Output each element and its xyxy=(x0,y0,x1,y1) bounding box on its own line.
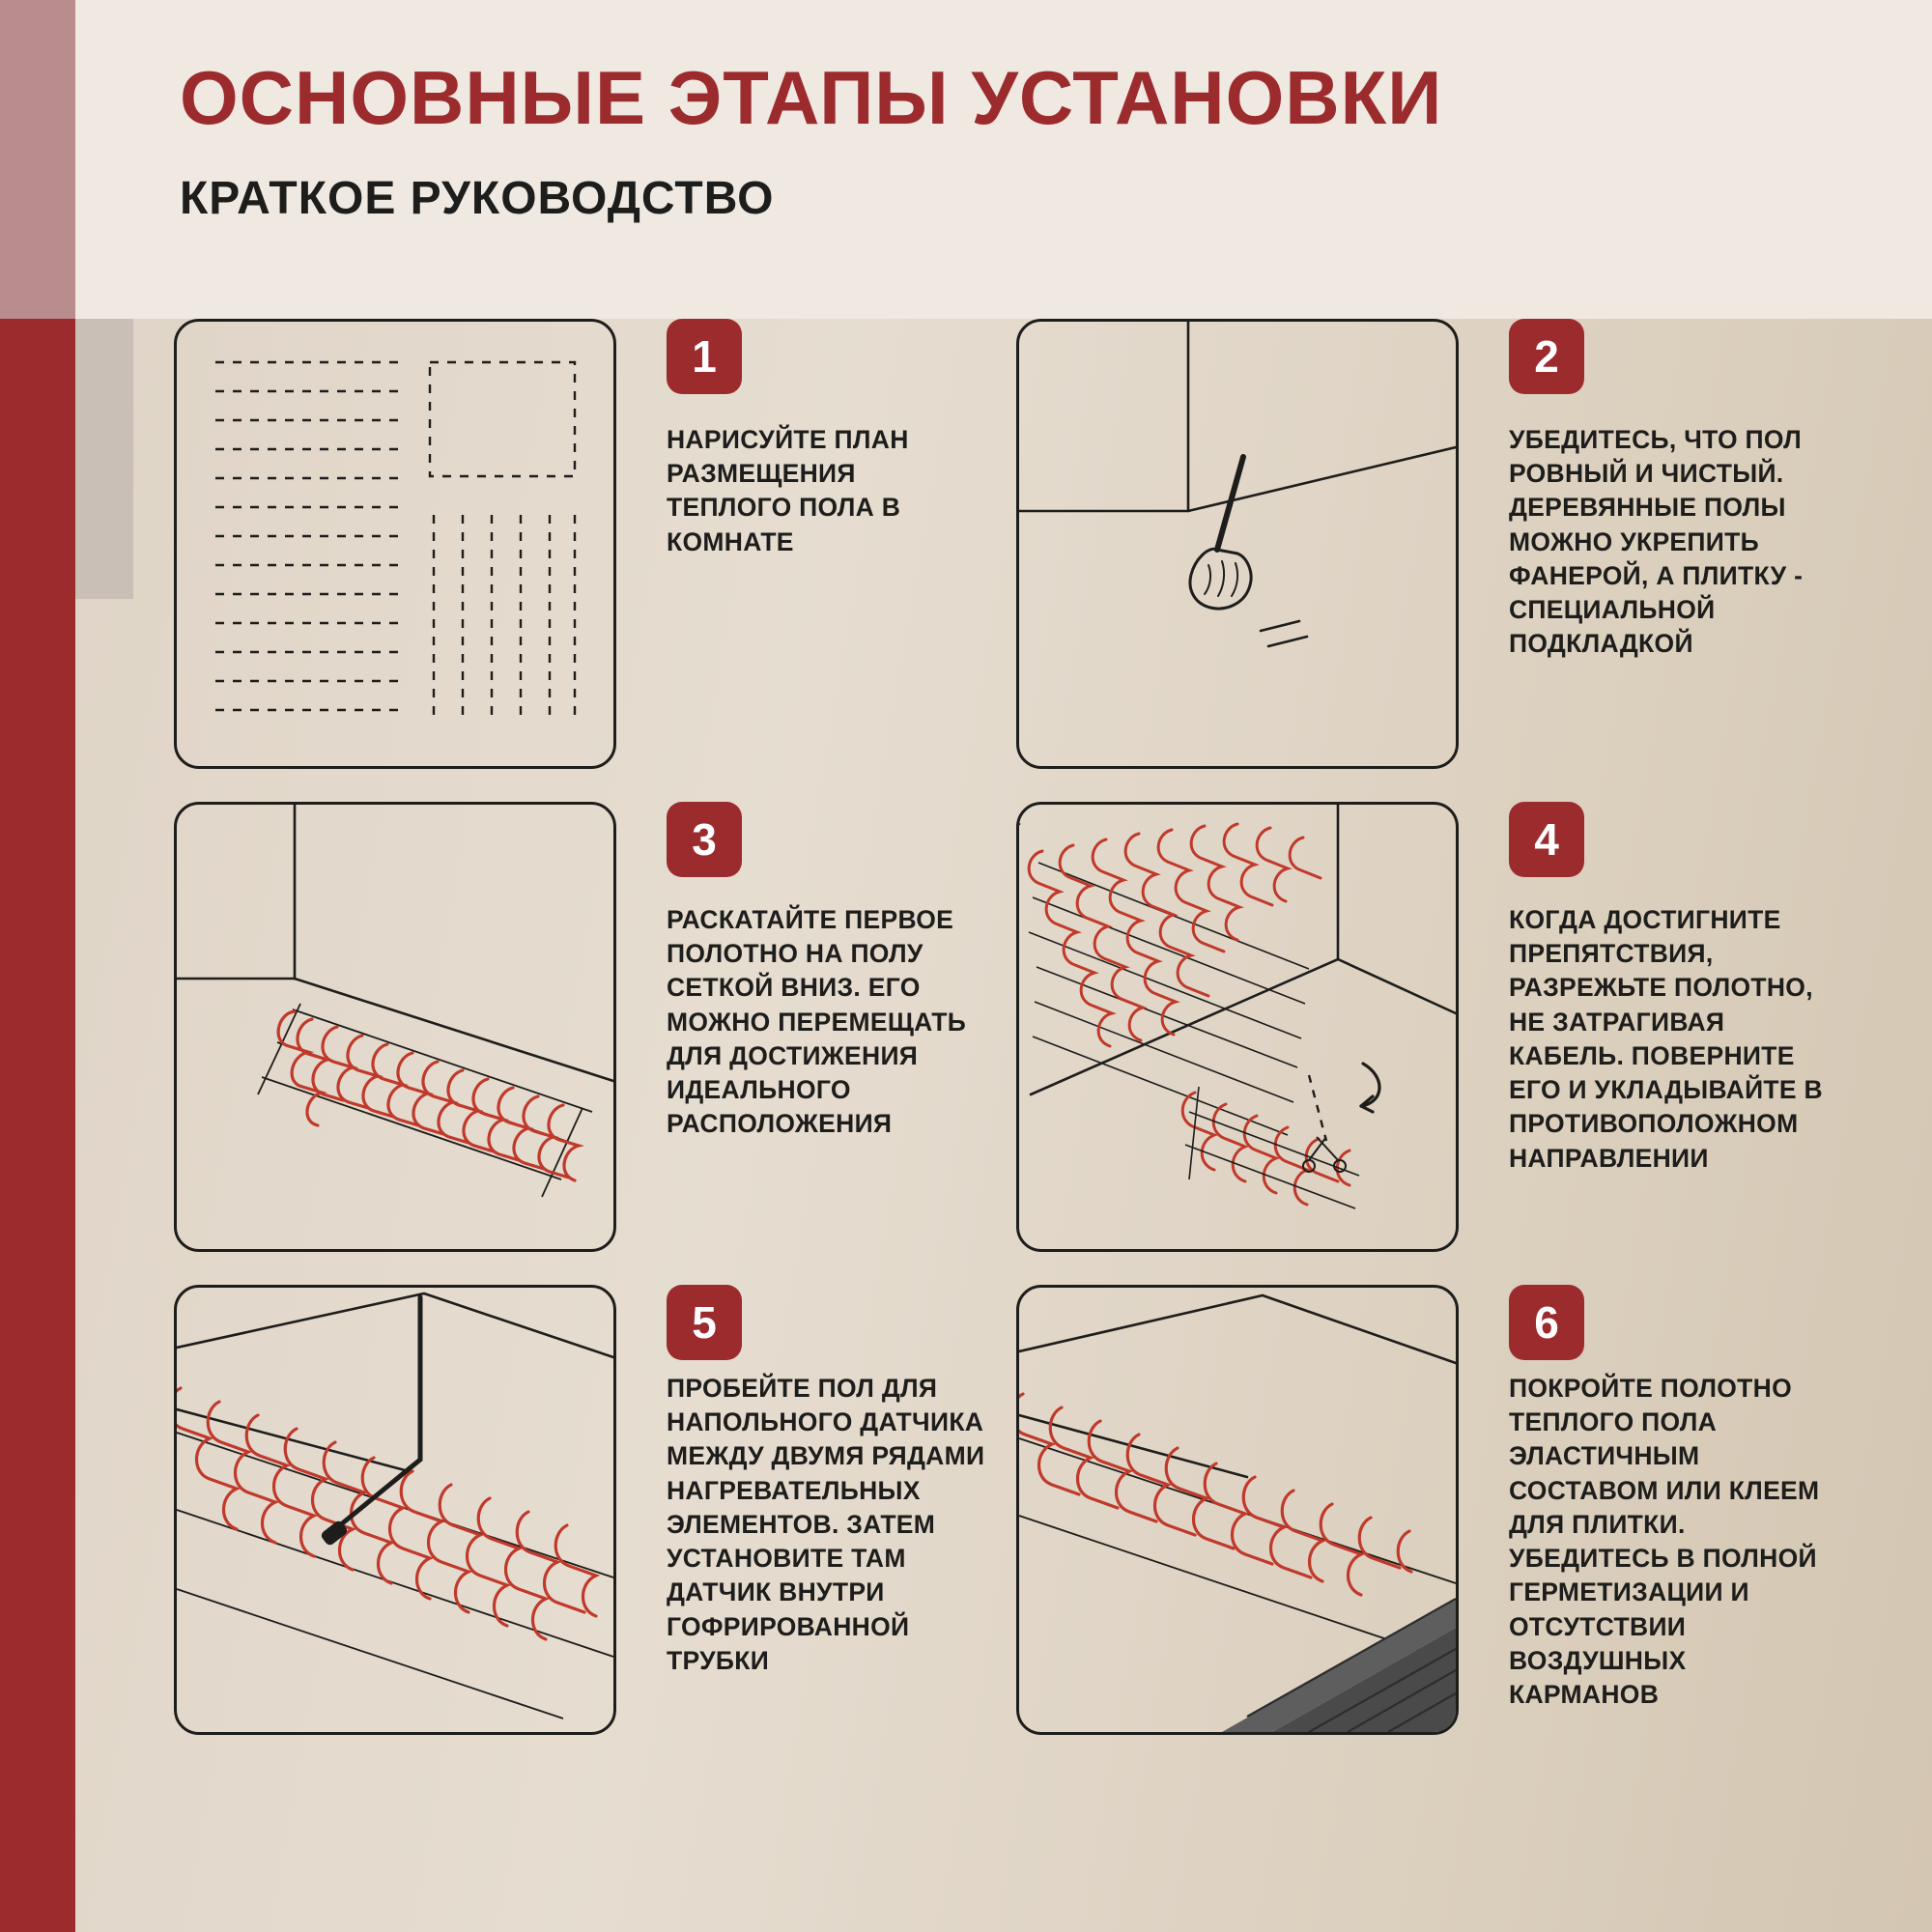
steps-grid xyxy=(0,319,1932,1932)
step-5-number: 5 xyxy=(667,1285,742,1360)
page-subtitle: КРАТКОЕ РУКОВОДСТВО xyxy=(180,173,775,224)
header-left-accent xyxy=(0,0,75,319)
step-6-illustration xyxy=(1016,1285,1459,1735)
step-1-number: 1 xyxy=(667,319,742,394)
step-4-number: 4 xyxy=(1509,802,1584,877)
step-2-illustration xyxy=(1016,319,1459,769)
step-1-illustration xyxy=(174,319,616,769)
step-3-number: 3 xyxy=(667,802,742,877)
step-3-illustration xyxy=(174,802,616,1252)
step-6-number: 6 xyxy=(1509,1285,1584,1360)
step-4-illustration xyxy=(1016,802,1459,1252)
header-band-inner xyxy=(75,0,1932,319)
step-1-text: НАРИСУЙТЕ ПЛАН РАЗМЕЩЕНИЯ ТЕПЛОГО ПОЛА В КОМНАТЕ xyxy=(667,425,909,556)
page-title: ОСНОВНЫЕ ЭТАПЫ УСТАНОВКИ xyxy=(180,55,1443,140)
step-2-number: 2 xyxy=(1509,319,1584,394)
step-3-text: РАСКАТАЙТЕ ПЕРВОЕ ПОЛОТНО НА ПОЛУ СЕТКОЙ ВНИЗ. ЕГО МОЖНО ПЕРЕМЕЩАТЬ ДЛЯ ДОСТИЖЕНИЯ ИДЕАЛЬНОГО РАСПОЛОЖЕНИЯ xyxy=(667,905,967,1139)
step-5-text: ПРОБЕЙТЕ ПОЛ ДЛЯ НАПОЛЬНОГО ДАТЧИКА МЕЖДУ ДВУМЯ РЯДАМИ НАГРЕВАТЕЛЬНЫХ ЭЛЕМЕНТОВ. ЗАТЕМ УСТАНОВИТЕ ТАМ ДАТЧИК ВНУТРИ ГОФРИРОВАННОЙ ТРУБКИ xyxy=(667,1374,985,1675)
step-6-text: ПОКРОЙТЕ ПОЛОТНО ТЕПЛОГО ПОЛА ЭЛАСТИЧНЫМ СОСТАВОМ ИЛИ КЛЕЕМ ДЛЯ ПЛИТКИ. УБЕДИТЕСЬ В ПОЛНОЙ ГЕРМЕТИЗАЦИИ И ОТСУТСТВИИ ВОЗДУШНЫХ КАРМАНОВ xyxy=(1509,1374,1820,1710)
step-5-illustration xyxy=(174,1285,616,1735)
step-4-text: КОГДА ДОСТИГНИТЕ ПРЕПЯТСТВИЯ, РАЗРЕЖЬТЕ ПОЛОТНО, НЕ ЗАТРАГИВАЯ КАБЕЛЬ. ПОВЕРНИТЕ ЕГО И УКЛАДЫВАЙТЕ В ПРОТИВОПОЛОЖНОМ НАПРАВЛЕНИИ xyxy=(1509,905,1823,1173)
step-2-text: УБЕДИТЕСЬ, ЧТО ПОЛ РОВНЫЙ И ЧИСТЫЙ. ДЕРЕВЯННЫЕ ПОЛЫ МОЖНО УКРЕПИТЬ ФАНЕРОЙ, А ПЛИТКУ - СПЕЦИАЛЬНОЙ ПОДКЛАДКОЙ xyxy=(1509,425,1804,659)
